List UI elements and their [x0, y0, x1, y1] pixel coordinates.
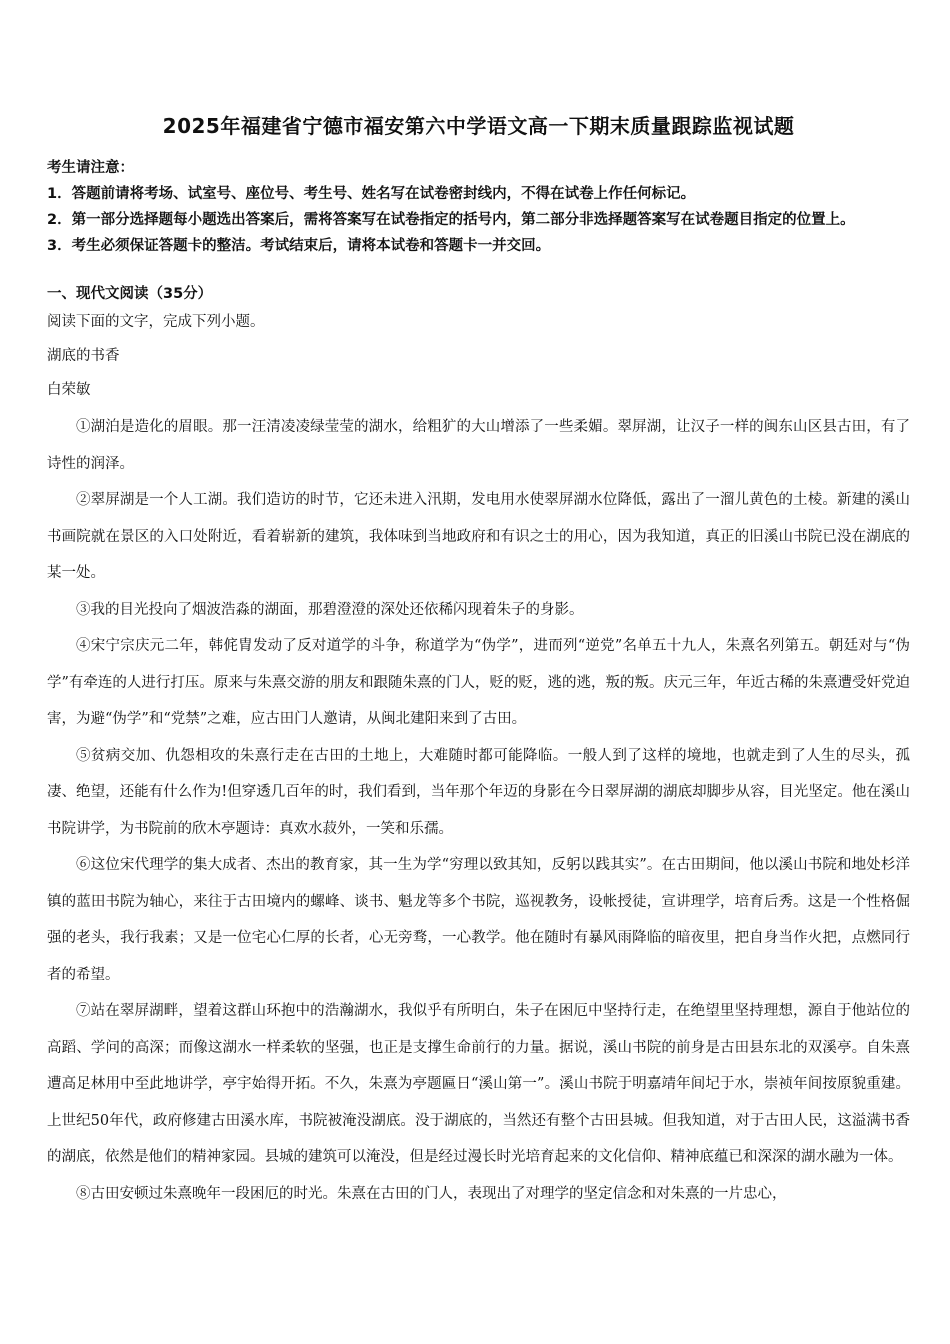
- notice-item-1: 1．答题前请将考场、试室号、座位号、考生号、姓名写在试卷密封线内，不得在试卷上作任何标记。: [47, 186, 696, 202]
- article-author: 白荣敏: [47, 382, 91, 398]
- notice-item-3: 3．考生必须保证答题卡的整洁。考试结束后，请将本试卷和答题卡一并交回。: [47, 238, 551, 254]
- candidate-notice: [47, 155, 910, 259]
- article-paragraph-1: ①湖泊是造化的眉眼。那一汪清凌凌绿莹莹的湖水，给粗犷的大山增添了一些柔媚。翠屏湖，让汉子一样的闽东山区县古田，有了诗性的润泽。: [47, 419, 910, 472]
- article-paragraph-8: ⑧古田安顿过朱熹晚年一段困厄的时光。朱熹在古田的门人，表现出了对理学的坚定信念和对朱熹的一片忠心，: [76, 1185, 787, 1202]
- page-title: 2025年福建省宁德市福安第六中学语文高一下期末质量跟踪监视试题: [162, 114, 795, 138]
- article-paragraph-3: ③我的目光投向了烟波浩淼的湖面，那碧澄澄的深处还依稀闪现着朱子的身影。: [76, 601, 584, 618]
- article-paragraph-6: ⑥这位宋代理学的集大成者、杰出的教育家，其一生为学“穷理以致其知，反躬以践其实”。在古田期间，他以溪山书院和地处杉洋镇的蓝田书院为轴心，来往于古田境内的螺峰、谈书、魁龙等多个书院，巡视教务，设帐授徒，宣讲理学，培育后秀。这是一个性格倔强的老头，我行我素；又是一位宅心仁厚的长者，心无旁骛，一心教学。他在随时有暴风雨降临的暗夜里，把自身当作火把，点燃同行者的希望。: [47, 857, 910, 983]
- article-body: [47, 409, 910, 1212]
- article-title: 湖底的书香: [47, 348, 120, 364]
- reading-instruction: 阅读下面的文字，完成下列小题。: [47, 314, 265, 330]
- notice-item-2: 2．第一部分选择题每小题选出答案后，需将答案写在试卷指定的括号内，第二部分非选择题答案写在试卷题目指定的位置上。: [47, 212, 855, 228]
- article-paragraph-5: ⑤贫病交加、仇怨相攻的朱熹行走在古田的土地上，大难随时都可能降临。一般人到了这样的境地，也就走到了人生的尽头，孤凄、绝望，还能有什么作为!但穿透几百年的时，我们看到，当年那个年迈的身影在今日翠屏湖的湖底却脚步从容，目光坚定。他在溪山书院讲学，为书院前的欣木亭题诗：真欢水菽外，一笑和乐孺。: [47, 747, 910, 837]
- notice-heading: 考生请注意：: [47, 160, 134, 176]
- article-paragraph-2: ②翠屏湖是一个人工湖。我们造访的时节，它还未进入汛期，发电用水使翠屏湖水位降低，露出了一溜儿黄色的土棱。新建的溪山书画院就在景区的入口处附近，看着崭新的建筑，我体味到当地政府和有识之士的用心，因为我知道，真正的旧溪山书院已没在湖底的某一处。: [47, 492, 910, 581]
- article-paragraph-7: ⑦站在翠屏湖畔，望着这群山环抱中的浩瀚湖水，我似乎有所明白，朱子在困厄中坚持行走，在绝望里坚持理想，源自于他站位的高蹈、学问的高深；而像这湖水一样柔软的坚强，也正是支撑生命前行的力量。据说，溪山书院的前身是古田县东北的双溪亭。自朱熹遭高足林用中至此地讲学，亭宇始得开拓。不久，朱熹为亭题匾日“溪山第一”。溪山书院于明嘉靖年间圮于水，崇祯年间按原貌重建。上世纪50年代，政府修建古田溪水库，书院被淹没湖底。没于湖底的，当然还有整个古田县城。但我知道，对于古田人民，这溢满书香的湖底，依然是他们的精神家园。县城的建筑可以淹没，但是经过漫长时光培育起来的文化信仰、精神底蕴已和深深的湖水融为一体。: [47, 1003, 910, 1165]
- section-heading: 一、现代文阅读（35分）: [47, 286, 213, 302]
- article-paragraph-4: ④宋宁宗庆元二年，韩侂胄发动了反对道学的斗争，称道学为“伪学”，进而列“逆党”名单五十九人，朱熹名列第五。朝廷对与“伪学”有牵连的人进行打压。原来与朱熹交游的朋友和跟随朱熹的门人，贬的贬，逃的逃，叛的叛。庆元三年，年近古稀的朱熹遭受奸党迫害，为避“伪学”和“党禁”之难，应古田门人邀请，从闽北建阳来到了古田。: [47, 638, 910, 727]
